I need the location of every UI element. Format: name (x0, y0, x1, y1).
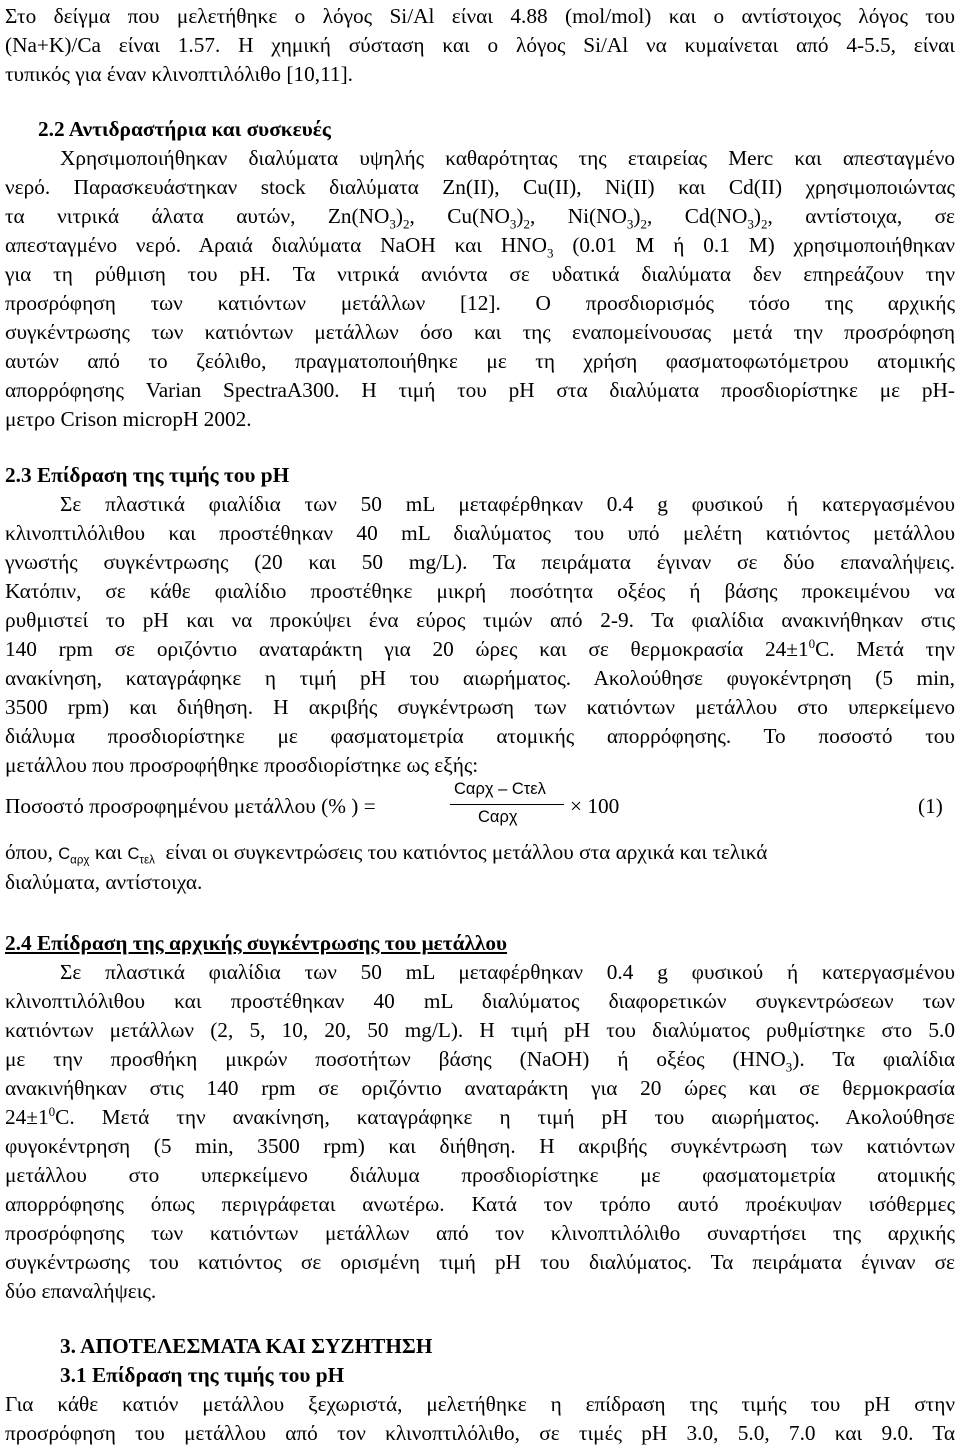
paragraph-line: κλινοπτιλόλιθου και προστέθηκαν 40 mL διαλύματος διαφορετικών συγκεντρώσεων των (5, 989, 955, 1013)
paragraph-line: τυπικός για έναν κλινοπτιλόλιθο [10,11]. (5, 62, 353, 86)
equation-left-side: Ποσοστό προσροφημένου μετάλλου (% ) = (5, 794, 376, 818)
symbol-c-initial: $C_{\alpha\rho\chi}$ (58, 845, 90, 867)
equation-fraction (448, 776, 568, 836)
paragraph-line: $24\pm 1^0C$. Μετά την ανακίνηση, καταγράφηκε η τιμή pH του αιωρήματος. Ακολούθησε (5, 1103, 955, 1129)
paragraph-line: Χρησιμοποιήθηκαν διαλύματα υψηλής καθαρότητας της εταιρείας Merc και απεσταγμένο (60, 146, 955, 170)
paragraph-line: απεσταγμένο νερό. Αραιά διαλύματα NaOH και $HNO_3$ (0.01 M ή 0.1 M) χρησιμοποιήθηκαν (5, 233, 955, 261)
paragraph-line: προσρόφηση του μετάλλου από τον κλινοπτιλόλιθο, σε τιμές pH 3.0, 5.0, 7.0 και 9.0. Τα (5, 1421, 955, 1445)
paragraph-line: Κατόπιν, σε κάθε φιαλίδιο προστέθηκε μικρή ποσότητα οξέος ή βάσης προκειμένου να (5, 579, 955, 603)
paragraph-line: αυτών από το ζεόλιθο, πραγματοποιήθηκε με τη χρήση φασματοφωτόμετρου ατομικής (5, 349, 955, 373)
paragraph-line: Σε πλαστικά φιαλίδια των 50 mL μεταφέρθηκαν 0.4 g φυσικού ή κατεργασμένου (60, 960, 955, 984)
paragraph-line: με την προσθήκη μικρών ποσοτήτων βάσης (NaOH) ή οξέος $(HNO_3)$. Τα φιαλίδια (5, 1047, 955, 1075)
equation-number: (1) (918, 794, 943, 818)
section-heading-2-2: 2.2 Αντιδραστήρια και συσκευές (38, 117, 331, 141)
paragraph-line: κλινοπτιλόλιθου και προστέθηκαν 40 mL διαλύματος του υπό μελέτη κατιόντος μετάλλου (5, 521, 955, 545)
symbol-c-final: $C_{\tau\varepsilon\lambda}$ (127, 845, 155, 867)
fraction-denominator: Cαρχ (478, 808, 518, 826)
paragraph-line: μετρο Crison micropH 2002. (5, 407, 252, 431)
paragraph-line: προσρόφηση των κατιόντων μετάλλων [12]. Ο προσδιορισμός τόσο της αρχικής (5, 291, 955, 315)
paragraph-line: Σε πλαστικά φιαλίδια των 50 mL μεταφέρθηκαν 0.4 g φυσικού ή κατεργασμένου (60, 492, 955, 516)
paragraph-line: όπου, $C_{\alpha\rho\chi}$ και $C_{\tau\varepsilon\lambda}$ είναι οι συγκεντρώσεις του κατιόντος μετάλλου στα αρχικά και τελικά (5, 840, 768, 867)
fraction-bar (450, 804, 564, 805)
paragraph-line: απορρόφησης όπως περιγράφεται ανωτέρω. Κατά τον τρόπο αυτό προέκυψαν ισόθερμες (5, 1192, 955, 1216)
paragraph-line: μετάλλου που προσροφήθηκε προσδιορίστηκε ως εξής: (5, 753, 479, 777)
equation-multiplier: × 100 (570, 794, 620, 818)
fraction-numerator: Cαρχ – Cτελ (454, 780, 546, 798)
paragraph-line: ρυθμιστεί το pH και να προκύψει ένα εύρος τιμών από 2-9. Τα φιαλίδια ανακινήθηκαν στις (5, 608, 955, 632)
paragraph-line: φυγοκέντρηση (5 min, 3500 rpm) και διήθηση. Η ακριβής συγκέντρωση των κατιόντων (5, 1134, 955, 1158)
paragraph-line: συγκέντρωσης του κατιόντος σε ορισμένη τιμή pH του διαλύματος. Τα πειράματα έγιναν σε (5, 1250, 955, 1274)
paragraph-line: για τη ρύθμιση του pH. Τα νιτρικά ανιόντα σε υδατικά διαλύματα δεν επηρεάζουν την (5, 262, 955, 286)
section-heading-3-1: 3.1 Επίδραση της τιμής του pH (60, 1363, 345, 1387)
paragraph-line: Για κάθε κατιόν μετάλλου ξεχωριστά, μελετήθηκε η επίδραση της τιμής του pH στην (5, 1392, 955, 1416)
paragraph-line: συγκέντρωσης των κατιόντων μετάλλων όσο και της εναπομείνουσας μετά την προσρόφηση (5, 320, 955, 344)
paragraph-line: νερό. Παρασκευάστηκαν stock διαλύματα Zn(II), Cu(II), Ni(II) και Cd(II) χρησιμοποιώντας (5, 175, 955, 199)
paragraph-line: απορρόφησης Varian SpectraA300. Η τιμή του pH στα διαλύματα προσδιορίστηκε με pH- (5, 378, 955, 402)
paragraph-line: τα νιτρικά άλατα αυτών, $Zn(NO_3)_2$, $Cu(NO_3)_2$, $Ni(NO_3)_2$, $Cd(NO_3)_2$, αντίστοιχα, σε (5, 204, 955, 232)
paragraph-line: διαλύματα, αντίστοιχα. (5, 870, 203, 894)
paragraph-line: (Na+K)/Ca είναι 1.57. Η χημική σύσταση και ο λόγος Si/Al να κυμαίνεται από 4-5.5, είναι (5, 33, 955, 57)
paragraph-line: Στο δείγμα που μελετήθηκε ο λόγος Si/Al είναι 4.88 (mol/mol) και ο αντίστοιχος λόγος του (5, 4, 955, 28)
section-heading-3: 3. ΑΠΟΤΕΛΕΣΜΑΤΑ ΚΑΙ ΣΥΖΗΤΗΣΗ (60, 1334, 433, 1358)
paragraph-line: κατιόντων μετάλλων (2, 5, 10, 20, 50 mg/L). Η τιμή pH του διαλύματος ρυθμίστηκε στο 5.0 (5, 1018, 955, 1042)
section-heading-2-4: 2.4 Επίδραση της αρχικής συγκέντρωσης του μετάλλου (5, 931, 508, 955)
paragraph-line: δύο επαναλήψεις. (5, 1279, 157, 1303)
paragraph-line: ανακινήθηκαν στις 140 rpm σε οριζόντιο αναταράκτη για 20 ώρες και σε θερμοκρασία (5, 1076, 955, 1100)
section-heading-2-3: 2.3 Επίδραση της τιμής του pH (5, 463, 290, 487)
paragraph-line: ανακίνηση, καταγράφηκε η τιμή pH του αιωρήματος. Ακολούθησε φυγοκέντρηση (5 min, (5, 666, 955, 690)
paragraph-line: 3500 rpm) και διήθηση. Η ακριβής συγκέντρωση των κατιόντων μετάλλου στο υπερκείμενο (5, 695, 955, 719)
paragraph-line: 140 rpm σε οριζόντιο αναταράκτη για 20 ώρες και σε θερμοκρασία $24\pm 1^0C$. Μετά την (5, 635, 955, 661)
paragraph-line: μετάλλου στο υπερκείμενο διάλυμα προσδιορίστηκε με φασματομετρία ατομικής (5, 1163, 955, 1187)
paragraph-line: διάλυμα προσδιορίστηκε με φασματομετρία ατομικής απορρόφησης. Το ποσοστό του (5, 724, 955, 748)
paragraph-line: γνωστής συγκέντρωσης (20 και 50 mg/L). Τα πειράματα έγιναν σε δύο επαναλήψεις. (5, 550, 955, 574)
paragraph-line: προσρόφησης των κατιόντων μετάλλων από τον κλινοπτιλόλιθο συναρτήσει της αρχικής (5, 1221, 955, 1245)
